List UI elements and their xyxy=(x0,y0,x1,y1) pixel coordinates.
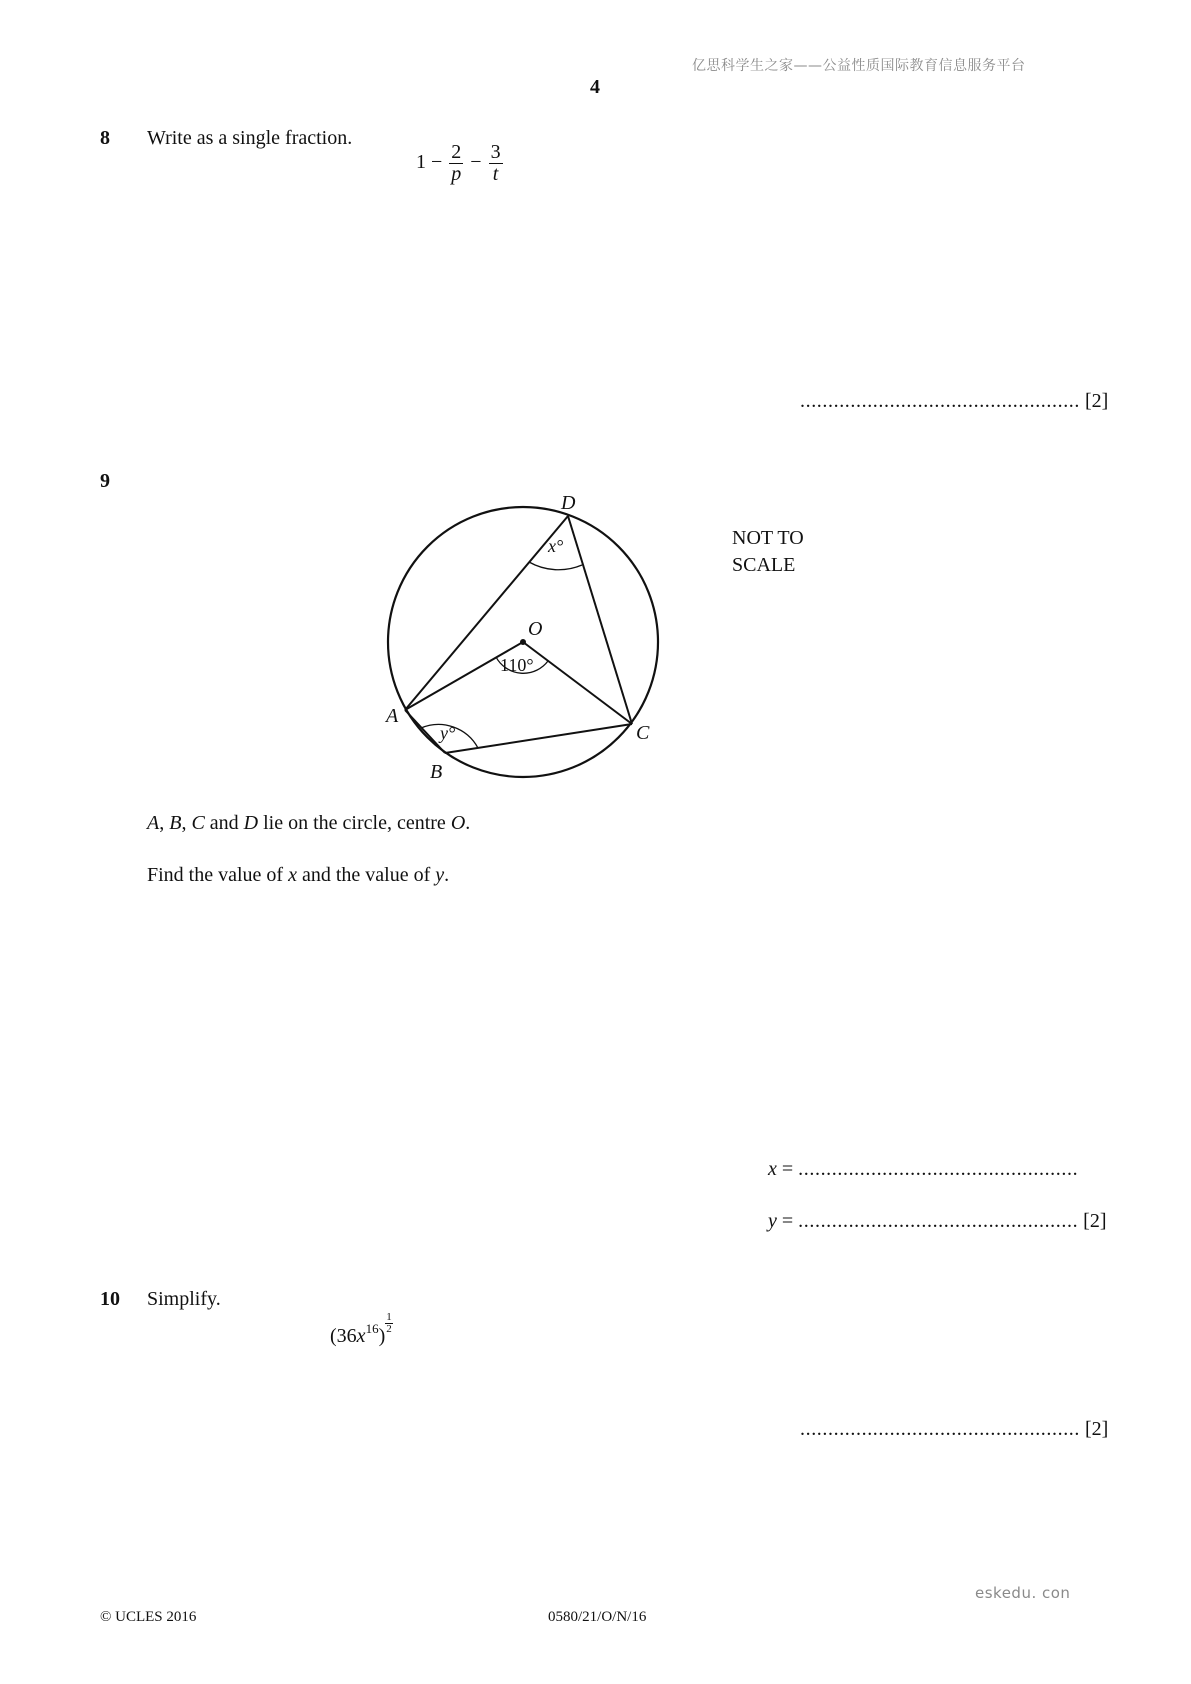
question-10-expression xyxy=(330,1312,393,1348)
fraction-denominator: p xyxy=(451,163,462,185)
angle-label-y: y° xyxy=(440,723,456,743)
question-10-answer-line xyxy=(800,1418,1108,1441)
point-C: C xyxy=(191,812,205,834)
circle-geometry-diagram xyxy=(370,485,690,785)
angle-arc-x xyxy=(529,562,582,570)
fraction-numerator: 2 xyxy=(451,141,462,163)
not-to-scale-line-1: NOT TO xyxy=(732,527,804,549)
watermark-header: 亿思科学生之家——公益性质国际教育信息服务平台 xyxy=(692,58,1026,74)
point-D: D xyxy=(243,812,259,834)
label-B: B xyxy=(430,761,443,783)
footer-copyright: © UCLES 2016 xyxy=(100,1609,197,1625)
angle-label-110: 110° xyxy=(500,655,534,675)
find-y: y xyxy=(435,864,445,886)
answer-dots: .................................................. xyxy=(798,1158,1079,1180)
not-to-scale-line-2: SCALE xyxy=(732,554,796,576)
radius-OA xyxy=(405,642,523,710)
question-8-expression xyxy=(416,142,505,185)
marks: [2] xyxy=(1085,390,1109,412)
expr-open: (36 xyxy=(330,1325,357,1347)
label-C: C xyxy=(636,722,650,744)
equals: = xyxy=(776,1158,799,1180)
separator: , xyxy=(181,812,192,834)
question-9-number: 9 xyxy=(100,470,110,492)
point-A: A xyxy=(147,812,160,834)
angle-label-x: x° xyxy=(548,536,564,556)
question-10-prompt: Simplify. xyxy=(147,1288,221,1310)
marks: [2] xyxy=(1083,1210,1107,1232)
expr-variable: x xyxy=(356,1325,366,1347)
answer-dots: .................................................. xyxy=(800,390,1080,412)
chord-AB xyxy=(405,710,445,753)
answer-x-label: x xyxy=(768,1158,777,1180)
exponent-numerator: 1 xyxy=(386,1311,392,1323)
question-9-answer-y xyxy=(768,1210,1107,1233)
label-D: D xyxy=(561,492,576,514)
marks: [2] xyxy=(1085,1418,1109,1440)
exponent-denominator: 2 xyxy=(386,1323,392,1335)
expr-fraction-exponent xyxy=(385,1312,393,1335)
point-O: O xyxy=(450,812,466,834)
question-8-answer-line xyxy=(800,390,1108,413)
fraction-3-over-t xyxy=(489,142,503,185)
point-B: B xyxy=(169,812,182,834)
centre-point xyxy=(520,639,526,645)
find-pre: Find the value of xyxy=(147,864,289,886)
find-mid: and the value of xyxy=(296,864,436,886)
chord-BC xyxy=(445,724,632,753)
question-8-number: 8 xyxy=(100,127,110,149)
fraction-2-over-p xyxy=(449,142,463,185)
footer-paper-code: 0580/21/O/N/16 xyxy=(548,1609,647,1625)
expr-power: 16 xyxy=(365,1321,379,1336)
statement-end: . xyxy=(465,812,471,834)
expr-minus-2: − xyxy=(470,151,482,174)
separator: , xyxy=(159,812,170,834)
find-x: x xyxy=(288,864,297,886)
answer-dots: .................................................. xyxy=(798,1210,1079,1232)
label-O: O xyxy=(528,618,543,640)
expr-minus-1: − xyxy=(431,151,443,174)
answer-dots: .................................................. xyxy=(800,1418,1080,1440)
answer-y-label: y xyxy=(768,1210,777,1232)
question-10-number: 10 xyxy=(100,1288,120,1310)
chord-DC xyxy=(568,516,632,724)
expr-one: 1 xyxy=(416,151,426,174)
statement-rest: lie on the circle, centre xyxy=(258,812,451,834)
radius-OC xyxy=(523,642,632,724)
question-9-statement xyxy=(147,812,470,835)
equals: = xyxy=(776,1210,799,1232)
question-9-find xyxy=(147,864,449,887)
fraction-numerator: 3 xyxy=(490,141,501,163)
find-end: . xyxy=(444,864,450,886)
page-number: 4 xyxy=(590,76,600,98)
watermark-footer: eskedu. con xyxy=(975,1584,1071,1602)
fraction-denominator: t xyxy=(492,163,499,185)
label-A: A xyxy=(386,705,399,727)
expr-close: ) xyxy=(378,1325,386,1347)
and-text: and xyxy=(204,812,244,834)
question-8-prompt: Write as a single fraction. xyxy=(147,127,353,149)
question-9-answer-x xyxy=(768,1158,1078,1181)
